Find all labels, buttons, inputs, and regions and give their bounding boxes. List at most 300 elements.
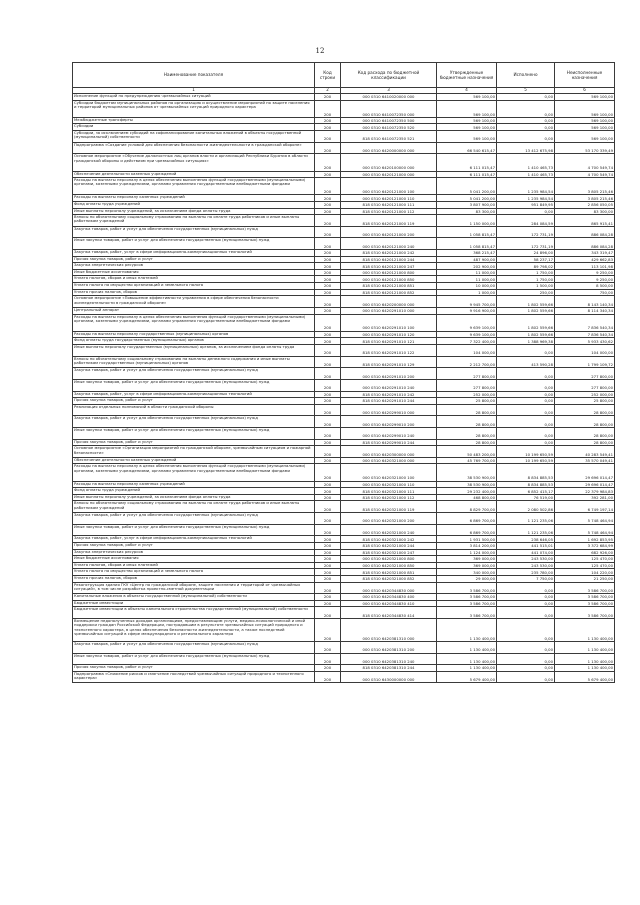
- row-name-cell: Капитальные вложения в объекты государственной (муниципальной) собственности: [73, 594, 315, 601]
- row-name-cell: Уплата налога на имущество организаций и земельного налога: [73, 569, 315, 576]
- row-name-cell: Фонд оплаты труда учреждений: [73, 488, 315, 495]
- table-row: [73, 427, 615, 439]
- table-header: [73, 63, 615, 94]
- row-kbk-cell: 818 0310 6420121000 247: [341, 263, 437, 270]
- row-executed-cell: 0,00: [497, 344, 555, 356]
- row-name-cell: Закупка товаров, работ, услуг в сфере информационно-коммуникационных технологий: [73, 391, 315, 398]
- row-kbk-cell: 818 0310 6420321000 851: [341, 569, 437, 576]
- row-name-cell: Прочая закупка товаров, работ и услуг: [73, 256, 315, 263]
- row-approved-cell: 1 058 815,47: [437, 238, 497, 250]
- row-executed-cell: 10 199 650,59: [497, 446, 555, 458]
- row-executed-cell: 1 802 559,66: [497, 307, 555, 314]
- row-line-code-cell: 200: [315, 94, 341, 101]
- row-line-code-cell: 200: [315, 178, 341, 195]
- row-line-code-cell: 200: [315, 289, 341, 296]
- table-row: [73, 289, 615, 296]
- table-row: [73, 607, 615, 619]
- row-approved-cell: 11 000,00: [437, 269, 497, 276]
- table-row: [73, 404, 615, 416]
- row-line-code-cell: 200: [315, 575, 341, 582]
- row-name-cell: Иные закупки товаров, работ и услуг для обеспечения государственных (муниципальных) нужд: [73, 238, 315, 250]
- row-approved-cell: 569 100,00: [437, 124, 497, 131]
- row-line-code-cell: 200: [315, 368, 341, 380]
- row-line-code-cell: 200: [315, 171, 341, 178]
- row-kbk-cell: 000 0310 6420321000 100: [341, 464, 437, 481]
- row-executed-cell: 10 199 650,59: [497, 457, 555, 464]
- table-row: [73, 178, 615, 195]
- row-approved-cell: 369 000,00: [437, 562, 497, 569]
- page-number: 12: [315, 47, 325, 55]
- row-name-cell: Иные выплаты персоналу государственных (муниципальных) органов, за исключением фонда оплаты труда: [73, 344, 315, 356]
- budget-execution-table: [72, 62, 615, 683]
- row-name-cell: Взносы по обязательному социальному страхованию на выплаты по оплате труда работников и иные выплаты работникам учреждений: [73, 501, 315, 513]
- row-approved-cell: 9 639 100,00: [437, 314, 497, 331]
- row-approved-cell: 2 212 700,00: [437, 356, 497, 368]
- row-name-cell: Фонд оплаты труда учреждений: [73, 202, 315, 209]
- row-executed-cell: 0,00: [497, 594, 555, 601]
- row-executed-cell: 284 084,59: [497, 215, 555, 227]
- row-approved-cell: 569 100,00: [437, 94, 497, 101]
- row-kbk-cell: 000 0310 6420291010 120: [341, 331, 437, 338]
- row-name-cell: Иные выплаты персоналу учреждений, за исключением фонда оплаты труда: [73, 208, 315, 215]
- table-row: [73, 594, 615, 601]
- row-line-code-cell: 200: [315, 391, 341, 398]
- row-executed-cell: 0,00: [497, 582, 555, 594]
- row-approved-cell: 11 000,00: [437, 276, 497, 283]
- row-executed-cell: 1 802 559,66: [497, 314, 555, 331]
- row-approved-cell: 38 530 900,00: [437, 481, 497, 488]
- row-remaining-cell: 8 114 340,34: [555, 307, 615, 314]
- row-approved-cell: 6 111 015,47: [437, 154, 497, 171]
- row-executed-cell: 0,00: [497, 653, 555, 665]
- row-executed-cell: 172 731,19: [497, 238, 555, 250]
- table-row: [73, 307, 615, 314]
- row-name-cell: Субсидии: [73, 124, 315, 131]
- row-kbk-cell: 000 0310 6420121000 240: [341, 238, 437, 250]
- row-line-code-cell: 200: [315, 569, 341, 576]
- row-line-code-cell: 200: [315, 296, 341, 308]
- row-approved-cell: 1 931 500,00: [437, 536, 497, 543]
- row-line-code-cell: 200: [315, 427, 341, 439]
- row-approved-cell: 1 130 400,00: [437, 653, 497, 665]
- table-row: [73, 464, 615, 481]
- col-header-line-code: Код строки: [315, 63, 341, 88]
- row-remaining-cell: 429 662,83: [555, 256, 615, 263]
- row-executed-cell: 0,00: [497, 665, 555, 672]
- row-approved-cell: 252 000,00: [437, 391, 497, 398]
- row-line-code-cell: 200: [315, 549, 341, 556]
- row-executed-cell: 1 121 235,06: [497, 524, 555, 536]
- table-row: [73, 556, 615, 563]
- row-line-code-cell: 200: [315, 276, 341, 283]
- row-kbk-cell: 818 0310 6420321000 119: [341, 501, 437, 513]
- row-kbk-cell: 000 0310 6420344830 400: [341, 594, 437, 601]
- row-name-cell: Подпрограмма «Снижение рисков и смягчение последствий чрезвычайных ситуаций природного и техногенного характера»: [73, 671, 315, 683]
- row-name-cell: Расходы на выплаты персоналу государственных (муниципальных) органов: [73, 331, 315, 338]
- col-header-approved: Утвержденные бюджетные назначения: [437, 63, 497, 88]
- col-index: 2: [315, 88, 341, 94]
- row-approved-cell: 1 130 400,00: [437, 665, 497, 672]
- row-name-cell: Подпрограмма «Создание условий для обеспечения безопасности жизнедеятельности в гражданской обороне»: [73, 142, 315, 154]
- row-line-code-cell: 200: [315, 619, 341, 642]
- row-kbk-cell: 000 0310 6420291010 240: [341, 379, 437, 391]
- row-kbk-cell: 818 0310 6420291010 242: [341, 391, 437, 398]
- row-remaining-cell: 9 250,00: [555, 269, 615, 276]
- row-kbk-cell: 000 0310 6420381310 200: [341, 641, 437, 653]
- row-name-cell: Закупка товаров, работ и услуг для обеспечения государственных (муниципальных) нужд: [73, 416, 315, 428]
- row-executed-cell: 0,00: [497, 368, 555, 380]
- table-row: [73, 562, 615, 569]
- row-name-cell: Иные закупки товаров, работ и услуг для обеспечения государственных (муниципальных) нужд: [73, 379, 315, 391]
- row-name-cell: Расходы на выплаты персоналу в целях обеспечения выполнения функций государственными (муниципальными) органами, казенными учреждениями, органами управления государственными внебюджетными фондами: [73, 314, 315, 331]
- row-executed-cell: 0,00: [497, 94, 555, 101]
- row-line-code-cell: 200: [315, 536, 341, 543]
- row-approved-cell: 83 300,00: [437, 208, 497, 215]
- row-kbk-cell: 000 0310 6420291010 200: [341, 368, 437, 380]
- row-remaining-cell: 1 130 400,00: [555, 641, 615, 653]
- row-executed-cell: 89 798,02: [497, 263, 555, 270]
- table-row: [73, 446, 615, 458]
- table-row: [73, 368, 615, 380]
- row-executed-cell: 1 802 559,66: [497, 331, 555, 338]
- budget-table-container: [72, 62, 614, 683]
- row-kbk-cell: 818 0310 6420291010 122: [341, 344, 437, 356]
- row-name-cell: Уплата прочих налогов, сборов: [73, 575, 315, 582]
- table-row: [73, 665, 615, 672]
- row-executed-cell: 0,00: [497, 100, 555, 117]
- row-line-code-cell: 200: [315, 338, 341, 345]
- row-executed-cell: 0,00: [497, 607, 555, 619]
- row-remaining-cell: 252 000,00: [555, 391, 615, 398]
- row-remaining-cell: 35 570 049,41: [555, 457, 615, 464]
- table-row: [73, 171, 615, 178]
- row-kbk-cell: 818 0310 6420299010 244: [341, 439, 437, 446]
- table-row: [73, 619, 615, 642]
- row-kbk-cell: 818 0310 6420321000 852: [341, 575, 437, 582]
- row-kbk-cell: 818 0310 6420121000 112: [341, 208, 437, 215]
- row-name-cell: Закупка товаров, работ и услуг для обеспечения государственных (муниципальных) нужд: [73, 641, 315, 653]
- row-executed-cell: 238 646,05: [497, 536, 555, 543]
- row-kbk-cell: 000 0310 6420121000 100: [341, 178, 437, 195]
- row-executed-cell: 1 750,00: [497, 269, 555, 276]
- row-kbk-cell: 000 0310 6420121000 200: [341, 226, 437, 238]
- row-remaining-cell: 1 130 400,00: [555, 665, 615, 672]
- row-kbk-cell: 000 0310 6420121000 110: [341, 195, 437, 202]
- row-kbk-cell: 000 0310 6420344830 410: [341, 600, 437, 607]
- row-line-code-cell: 200: [315, 600, 341, 607]
- table-row: [73, 344, 615, 356]
- col-index: 6: [555, 88, 615, 94]
- row-remaining-cell: 5 679 400,00: [555, 671, 615, 683]
- row-approved-cell: 9 916 900,00: [437, 307, 497, 314]
- row-remaining-cell: 277 800,00: [555, 368, 615, 380]
- row-approved-cell: 29 000,00: [437, 575, 497, 582]
- row-approved-cell: 28 800,00: [437, 404, 497, 416]
- row-remaining-cell: 5 933 430,62: [555, 338, 615, 345]
- row-name-cell: Основное мероприятие «Повышение эффективности управления в сфере обеспечения безопасности жизнедеятельности в гражданской обороне»: [73, 296, 315, 308]
- row-line-code-cell: 200: [315, 307, 341, 314]
- row-approved-cell: 569 100,00: [437, 131, 497, 143]
- row-line-code-cell: 200: [315, 446, 341, 458]
- row-remaining-cell: 5 748 464,94: [555, 524, 615, 536]
- table-row: [73, 269, 615, 276]
- row-name-cell: Уплата налога на имущество организаций и земельного налога: [73, 283, 315, 290]
- row-kbk-cell: 818 0310 6420121000 119: [341, 215, 437, 227]
- row-line-code-cell: 200: [315, 457, 341, 464]
- row-name-cell: Закупка товаров, работ и услуг для обеспечения государственных (муниципальных) нужд: [73, 226, 315, 238]
- table-row: [73, 582, 615, 594]
- table-row: [73, 250, 615, 257]
- row-remaining-cell: 569 100,00: [555, 100, 615, 117]
- table-row: [73, 117, 615, 124]
- row-remaining-cell: 28 800,00: [555, 416, 615, 428]
- row-remaining-cell: 3 372 684,99: [555, 542, 615, 549]
- row-executed-cell: 13 412 675,98: [497, 142, 555, 154]
- row-executed-cell: 1 750,00: [497, 276, 555, 283]
- row-approved-cell: 25 800,00: [437, 398, 497, 405]
- row-executed-cell: 0,00: [497, 124, 555, 131]
- row-remaining-cell: 750,00: [555, 289, 615, 296]
- row-name-cell: Взносы по обязательному социальному страхованию на выплаты денежного содержания и иные выплаты работникам государственных (муниципальных) органов: [73, 356, 315, 368]
- row-line-code-cell: 200: [315, 344, 341, 356]
- row-remaining-cell: 113 101,98: [555, 263, 615, 270]
- row-name-cell: Закупка товаров, работ и услуг для обеспечения государственных (муниципальных) нужд: [73, 513, 315, 525]
- row-executed-cell: 1 410 465,73: [497, 154, 555, 171]
- row-executed-cell: 1 802 559,66: [497, 296, 555, 308]
- row-approved-cell: 277 800,00: [437, 368, 497, 380]
- row-kbk-cell: 818 0310 6420321000 242: [341, 536, 437, 543]
- row-name-cell: Иные выплаты персоналу учреждений, за исключением фонда оплаты труда: [73, 494, 315, 501]
- row-kbk-cell: 818 0310 6420321000 111: [341, 488, 437, 495]
- table-row: [73, 256, 615, 263]
- row-remaining-cell: 3 586 700,00: [555, 594, 615, 601]
- row-remaining-cell: 3 805 215,46: [555, 178, 615, 195]
- row-approved-cell: 28 800,00: [437, 416, 497, 428]
- row-kbk-cell: 000 0310 6420321000 110: [341, 481, 437, 488]
- row-line-code-cell: 200: [315, 562, 341, 569]
- row-remaining-cell: 682 926,00: [555, 549, 615, 556]
- row-approved-cell: 1 058 815,47: [437, 226, 497, 238]
- row-name-cell: Прочая закупка товаров, работ и услуг: [73, 439, 315, 446]
- row-kbk-cell: 000 0310 6420321000 850: [341, 562, 437, 569]
- row-name-cell: Субсидии, за исключением субсидий на софинансирование капитальных вложений в объекты государственной (муниципальной) собственности: [73, 131, 315, 143]
- row-name-cell: Фонд оплаты труда государственных (муниципальных) органов: [73, 338, 315, 345]
- row-remaining-cell: 104 220,00: [555, 569, 615, 576]
- row-remaining-cell: 125 470,00: [555, 556, 615, 563]
- row-kbk-cell: 000 0310 6420291010 000: [341, 307, 437, 314]
- row-executed-cell: 8 834 885,53: [497, 481, 555, 488]
- row-approved-cell: 6 111 015,47: [437, 171, 497, 178]
- table-row: [73, 641, 615, 653]
- row-line-code-cell: 200: [315, 269, 341, 276]
- row-remaining-cell: 40 283 549,41: [555, 446, 615, 458]
- row-executed-cell: 0,00: [497, 398, 555, 405]
- row-kbk-cell: 000 0310 6410072350 500: [341, 117, 437, 124]
- row-remaining-cell: 8 500,00: [555, 283, 615, 290]
- row-kbk-cell: 818 0310 6420121000 852: [341, 289, 437, 296]
- table-row: [73, 124, 615, 131]
- row-name-cell: Расходы на выплаты персоналу казенных учреждений: [73, 481, 315, 488]
- row-name-cell: Бюджетные инвестиции: [73, 600, 315, 607]
- table-row: [73, 142, 615, 154]
- row-remaining-cell: 53 170 339,49: [555, 142, 615, 154]
- row-name-cell: Иные закупки товаров, работ и услуг для обеспечения государственных (муниципальных) нужд: [73, 427, 315, 439]
- table-row: [73, 398, 615, 405]
- row-remaining-cell: 28 800,00: [555, 404, 615, 416]
- row-remaining-cell: 1 799 109,72: [555, 356, 615, 368]
- row-approved-cell: 3 586 700,00: [437, 607, 497, 619]
- row-approved-cell: 3 814 200,00: [437, 542, 497, 549]
- row-approved-cell: 1 000,00: [437, 289, 497, 296]
- table-row: [73, 131, 615, 143]
- row-kbk-cell: 818 0310 6420121000 242: [341, 250, 437, 257]
- row-remaining-cell: 28 800,00: [555, 439, 615, 446]
- row-line-code-cell: 200: [315, 124, 341, 131]
- row-approved-cell: 1 130 400,00: [437, 619, 497, 642]
- row-remaining-cell: 83 300,00: [555, 208, 615, 215]
- col-header-remaining: Неисполненные назначения: [555, 63, 615, 88]
- table-row: [73, 575, 615, 582]
- row-kbk-cell: 000 0310 6420300000 000: [341, 446, 437, 458]
- row-remaining-cell: 569 100,00: [555, 131, 615, 143]
- row-approved-cell: 45 769 700,00: [437, 457, 497, 464]
- row-remaining-cell: 9 250,00: [555, 276, 615, 283]
- row-name-cell: Расходы на выплаты персоналу в целях обеспечения выполнения функций государственными (муниципальными) органами, казенными учреждениями, органами управления государственными внебюджетными фондами: [73, 464, 315, 481]
- table-row: [73, 154, 615, 171]
- col-index: 5: [497, 88, 555, 94]
- row-executed-cell: 1 235 984,54: [497, 178, 555, 195]
- row-kbk-cell: 818 0310 6420321000 247: [341, 549, 437, 556]
- row-line-code-cell: 200: [315, 524, 341, 536]
- row-remaining-cell: 29 696 014,47: [555, 481, 615, 488]
- col-index: 4: [437, 88, 497, 94]
- row-kbk-cell: 000 0310 6410020000 000: [341, 94, 437, 101]
- row-line-code-cell: 200: [315, 513, 341, 525]
- table-row: [73, 600, 615, 607]
- row-line-code-cell: 200: [315, 594, 341, 601]
- row-remaining-cell: 569 100,00: [555, 94, 615, 101]
- row-remaining-cell: 5 748 464,94: [555, 513, 615, 525]
- row-kbk-cell: 000 0310 6420100000 000: [341, 154, 437, 171]
- row-remaining-cell: 1 130 400,00: [555, 619, 615, 642]
- row-approved-cell: 38 530 900,00: [437, 464, 497, 481]
- table-row: [73, 488, 615, 495]
- row-executed-cell: 76 519,00: [497, 494, 555, 501]
- row-executed-cell: 0,00: [497, 117, 555, 124]
- table-row: [73, 100, 615, 117]
- row-name-cell: Обеспечение деятельности казенных учреждений: [73, 457, 315, 464]
- row-approved-cell: 368 215,47: [437, 250, 497, 257]
- row-kbk-cell: 000 0310 6420344830 000: [341, 582, 437, 594]
- row-approved-cell: 104 000,00: [437, 344, 497, 356]
- table-row: [73, 379, 615, 391]
- row-remaining-cell: 569 100,00: [555, 124, 615, 131]
- row-line-code-cell: 200: [315, 488, 341, 495]
- row-line-code-cell: 200: [315, 641, 341, 653]
- row-executed-cell: 0,00: [497, 208, 555, 215]
- row-name-cell: Уплата налогов, сборов и иных платежей: [73, 276, 315, 283]
- row-line-code-cell: 200: [315, 195, 341, 202]
- row-approved-cell: 9 639 100,00: [437, 331, 497, 338]
- row-approved-cell: 3 586 700,00: [437, 600, 497, 607]
- row-name-cell: Иные закупки товаров, работ и услуг для обеспечения государственных (муниципальных) нужд: [73, 524, 315, 536]
- row-approved-cell: 202 900,00: [437, 263, 497, 270]
- table-row: [73, 356, 615, 368]
- row-line-code-cell: 200: [315, 314, 341, 331]
- row-executed-cell: 0,00: [497, 671, 555, 683]
- row-name-cell: Расходы на выплаты персоналу в целях обеспечения выполнения функций государственными (муниципальными) органами, казенными учреждениями, органами управления государственными внебюджетными фондами: [73, 178, 315, 195]
- row-name-cell: Взносы по обязательному социальному страхованию на выплаты по оплате труда работников и иные выплаты работникам учреждений: [73, 215, 315, 227]
- row-executed-cell: 58 237,17: [497, 256, 555, 263]
- row-remaining-cell: 392 281,00: [555, 494, 615, 501]
- row-approved-cell: 28 800,00: [437, 427, 497, 439]
- row-remaining-cell: 2 856 050,05: [555, 202, 615, 209]
- table-row: [73, 481, 615, 488]
- row-line-code-cell: 200: [315, 582, 341, 594]
- row-approved-cell: 3 586 700,00: [437, 582, 497, 594]
- table-row: [73, 569, 615, 576]
- table-row: [73, 314, 615, 331]
- row-kbk-cell: 000 0310 6420299010 200: [341, 416, 437, 428]
- row-line-code-cell: 200: [315, 379, 341, 391]
- row-kbk-cell: 000 0310 6420381310 000: [341, 619, 437, 642]
- row-kbk-cell: 000 0310 6420200000 000: [341, 296, 437, 308]
- row-kbk-cell: 000 0310 6420321000 800: [341, 556, 437, 563]
- row-line-code-cell: 200: [315, 238, 341, 250]
- row-approved-cell: 340 000,00: [437, 569, 497, 576]
- row-remaining-cell: 29 696 014,47: [555, 464, 615, 481]
- row-approved-cell: 487 900,00: [437, 256, 497, 263]
- row-line-code-cell: 200: [315, 331, 341, 338]
- row-executed-cell: 0,00: [497, 619, 555, 642]
- row-name-cell: Центральный аппарат: [73, 307, 315, 314]
- row-kbk-cell: 000 0310 6420321000 200: [341, 513, 437, 525]
- table-row: [73, 215, 615, 227]
- table-row: [73, 296, 615, 308]
- row-approved-cell: 277 800,00: [437, 379, 497, 391]
- row-kbk-cell: 818 0310 6410072350 521: [341, 131, 437, 143]
- table-row: [73, 494, 615, 501]
- table-row: [73, 439, 615, 446]
- row-remaining-cell: 1 692 853,95: [555, 536, 615, 543]
- row-kbk-cell: 818 0310 6420321000 244: [341, 542, 437, 549]
- table-row: [73, 391, 615, 398]
- row-remaining-cell: 22 379 984,83: [555, 488, 615, 495]
- row-name-cell: Иные закупки товаров, работ и услуг для обеспечения государственных (муниципальных) нужд: [73, 653, 315, 665]
- col-header-kbk: Код расхода по бюджетной классификации: [341, 63, 437, 88]
- row-kbk-cell: 818 0310 6420291010 121: [341, 338, 437, 345]
- row-remaining-cell: 3 586 700,00: [555, 607, 615, 619]
- row-approved-cell: 369 000,00: [437, 556, 497, 563]
- row-name-cell: Бюджетные инвестиции в объекты капитального строительства государственной (муниципальной) собственности: [73, 607, 315, 619]
- table-row: [73, 524, 615, 536]
- table-row: [73, 416, 615, 428]
- row-kbk-cell: 000 0310 6420121000 800: [341, 269, 437, 276]
- row-executed-cell: 250,00: [497, 289, 555, 296]
- row-remaining-cell: 886 084,28: [555, 238, 615, 250]
- table-row: [73, 208, 615, 215]
- row-executed-cell: 0,00: [497, 600, 555, 607]
- row-kbk-cell: 000 0310 6420299010 000: [341, 404, 437, 416]
- row-name-cell: Расходы на выплаты персоналу казенных учреждений: [73, 195, 315, 202]
- row-kbk-cell: 818 0310 6420321000 112: [341, 494, 437, 501]
- row-kbk-cell: 818 0310 6420121000 851: [341, 283, 437, 290]
- row-name-cell: Уплата налогов, сборов и иных платежей: [73, 562, 315, 569]
- row-kbk-cell: 818 0310 6420291010 129: [341, 356, 437, 368]
- row-executed-cell: 0,00: [497, 427, 555, 439]
- row-line-code-cell: 200: [315, 256, 341, 263]
- row-approved-cell: 7 322 400,00: [437, 338, 497, 345]
